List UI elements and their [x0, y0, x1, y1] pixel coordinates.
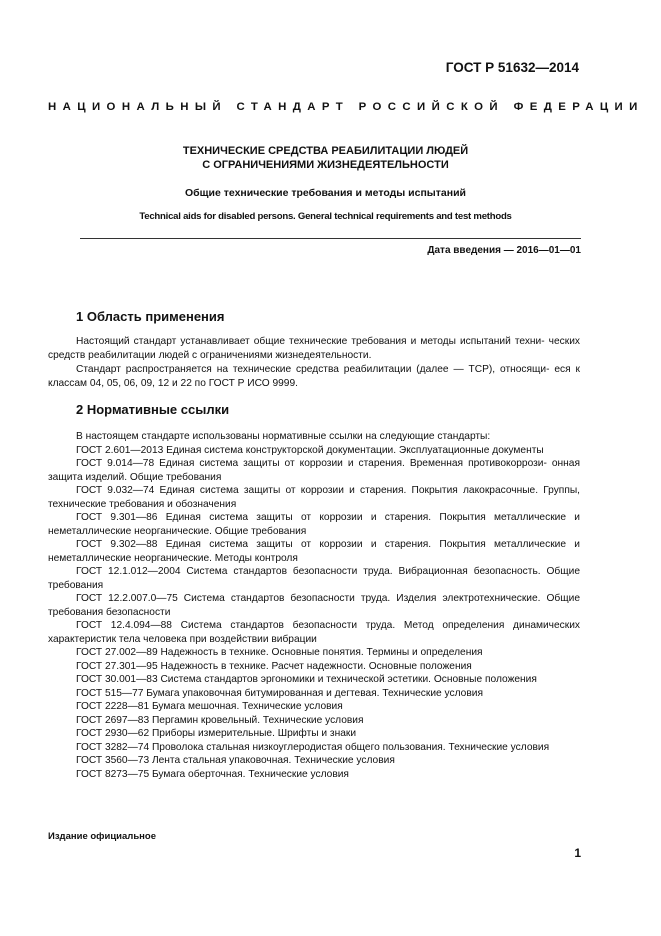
list-item: ГОСТ 12.4.094—88 Система стандартов безопасности труда. Метод определения динамических характеристик тела человека при воздействии вибрации: [48, 620, 580, 645]
section-2-heading: 2 Нормативные ссылки: [76, 402, 230, 417]
section-1-heading: 1 Область применения: [76, 309, 225, 324]
list-item: ГОСТ 2697—83 Пергамин кровельный. Технические условия: [76, 714, 364, 726]
references-list: [48, 430, 580, 781]
header-divider: [80, 238, 581, 239]
title-line-2: С ОГРАНИЧЕНИЯМИ ЖИЗНЕДЕЯТЕЛЬНОСТИ: [202, 159, 449, 171]
list-item: ГОСТ 2.601—2013 Единая система конструкторской документации. Эксплуатационные документы: [76, 444, 544, 456]
list-item: ГОСТ 27.301—95 Надежность в технике. Расчет надежности. Основные положения: [76, 660, 472, 672]
list-item: ГОСТ 30.001—83 Система стандартов эргономики и технической эстетики. Основные положения: [76, 674, 537, 686]
list-item: ГОСТ 9.014—78 Единая система защиты от коррозии и старения. Временная противокоррози- онная защита изделий. Общие требования: [48, 458, 580, 483]
list-item: ГОСТ 27.002—89 Надежность в технике. Основные понятия. Термины и определения: [76, 647, 483, 659]
list-item: ГОСТ 8273—75 Бумага оберточная. Технические условия: [76, 768, 349, 780]
list-item: ГОСТ 12.1.012—2004 Система стандартов безопасности труда. Вибрационная безопасность. Общие требования: [48, 566, 580, 591]
list-item: ГОСТ 3282—74 Проволока стальная низкоуглеродистая общего пользования. Технические условия: [76, 741, 550, 753]
document-code: ГОСТ Р 51632—2014: [445, 60, 579, 75]
document-subtitle: Общие технические требования и методы испытаний: [185, 187, 466, 199]
edition-note: Издание официальное: [48, 831, 156, 842]
document-title: [60, 144, 591, 172]
list-item: ГОСТ 3560—73 Лента стальная упаковочная. Технические условия: [76, 755, 395, 767]
national-standard-heading: НАЦИОНАЛЬНЫЙ СТАНДАРТ РОССИЙСКОЙ ФЕДЕРАЦИИ: [48, 101, 644, 113]
list-item: ГОСТ 12.2.007.0—75 Система стандартов безопасности труда. Изделия электротехнические. Общие требования безопасности: [48, 593, 580, 618]
section-1-paragraph-2: Стандарт распространяется на технические средства реабилитации (далее — ТСР), относящи- еся к классам 04, 05, 06, 09, 12 и 22 по ГОСТ Р ИСО 9999.: [48, 364, 580, 389]
list-item: ГОСТ 9.032—74 Единая система защиты от коррозии и старения. Покрытия лакокрасочные. Группы, технические требования и обозначения: [48, 485, 580, 510]
section-1-paragraph-1: Настоящий стандарт устанавливает общие технические требования и методы испытаний техни- ческих средств реабилитации людей с ограничениями жизнедеятельности.: [48, 336, 580, 361]
list-item: ГОСТ 2228—81 Бумага мешочная. Технические условия: [76, 701, 343, 713]
page-number: 1: [574, 846, 581, 860]
introduction-date: Дата введения — 2016—01—01: [427, 245, 581, 256]
list-item: В настоящем стандарте использованы нормативные ссылки на следующие стандарты:: [76, 431, 491, 442]
list-item: ГОСТ 2930—62 Приборы измерительные. Шрифты и знаки: [76, 728, 357, 740]
english-title: Technical aids for disabled persons. General technical requirements and test methods: [139, 211, 512, 222]
list-item: ГОСТ 9.302—88 Единая система защиты от коррозии и старения. Покрытия металлические и неметаллические неорганические. Методы контроля: [48, 539, 580, 564]
title-line-1: ТЕХНИЧЕСКИЕ СРЕДСТВА РЕАБИЛИТАЦИИ ЛЮДЕЙ: [182, 145, 469, 157]
list-item: ГОСТ 515—77 Бумага упаковочная битумированная и дегтевая. Технические условия: [76, 687, 483, 699]
list-item: ГОСТ 9.301—86 Единая система защиты от коррозии и старения. Покрытия металлические и неметаллические неорганические. Общие требования: [48, 512, 580, 537]
